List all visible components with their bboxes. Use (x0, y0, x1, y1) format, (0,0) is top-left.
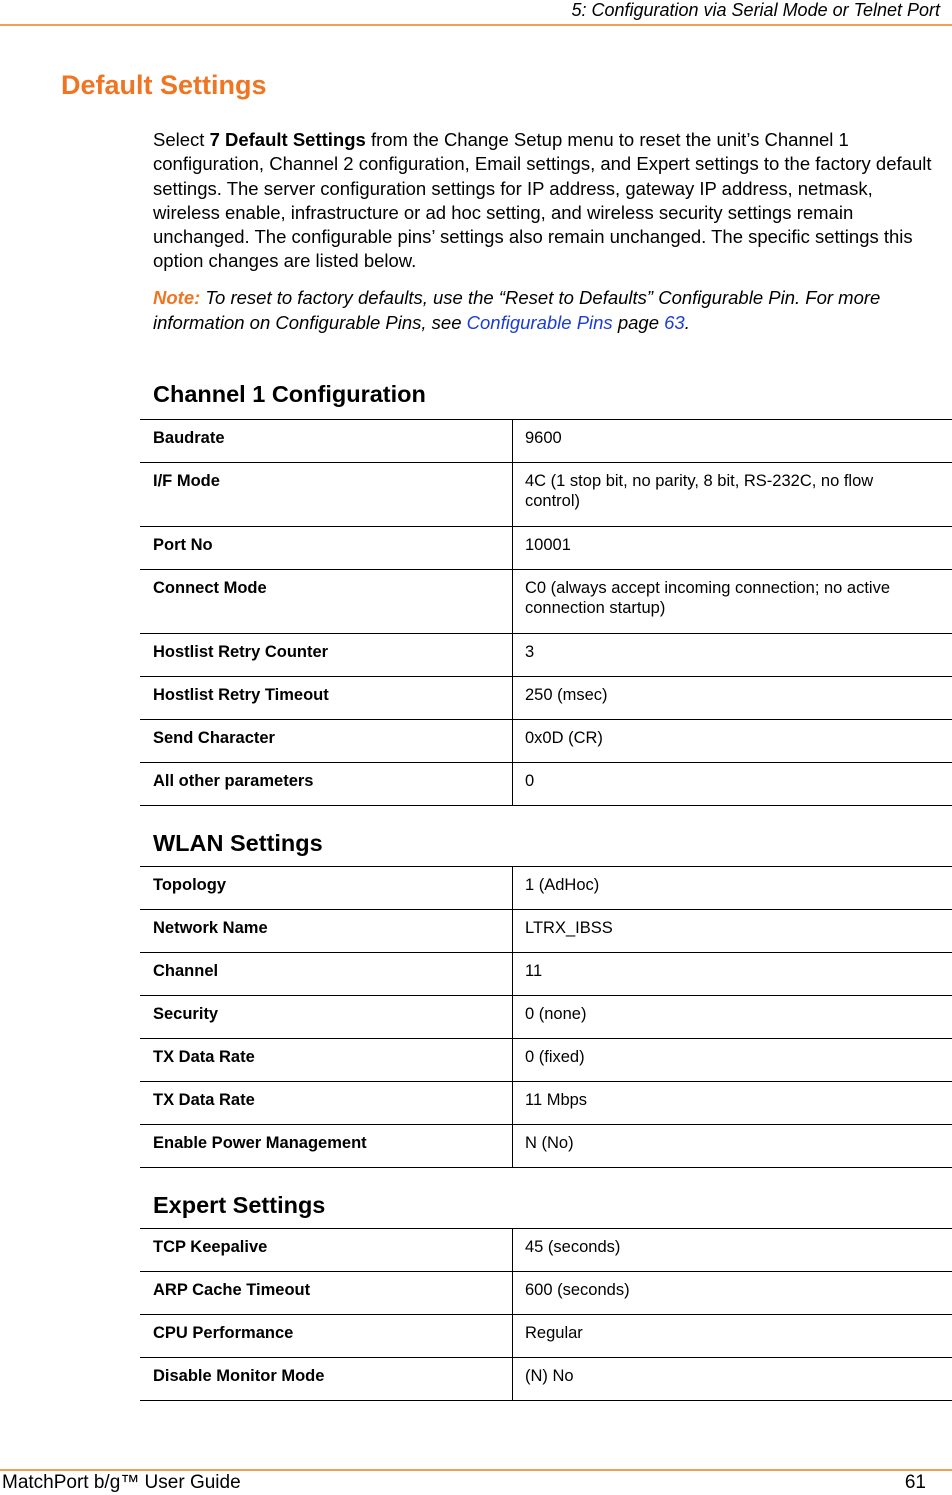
section-title: Default Settings (61, 70, 267, 100)
intro-text-pre: Select (153, 129, 210, 150)
page-63-link[interactable]: 63 (664, 311, 685, 333)
setting-label: Baudrate (140, 420, 513, 463)
table-row (140, 1315, 952, 1358)
setting-value: 45 (seconds) (513, 1229, 952, 1272)
note-label: Note: (153, 287, 201, 308)
footer-rule (0, 1469, 952, 1471)
setting-label: Network Name (140, 910, 513, 953)
setting-label: Send Character (140, 720, 513, 763)
setting-label: Connect Mode (140, 570, 513, 634)
setting-label: Disable Monitor Mode (140, 1358, 513, 1401)
setting-value: N (No) (513, 1125, 952, 1168)
setting-value: 0 (513, 763, 952, 806)
footer-guide-title: MatchPort b/g™ User Guide (2, 1472, 241, 1493)
wlan-heading: WLAN Settings (153, 830, 323, 856)
setting-label: Channel (140, 953, 513, 996)
table-row (140, 1229, 952, 1272)
setting-label: Port No (140, 527, 513, 570)
table-row (140, 1039, 952, 1082)
channel1-table (140, 419, 952, 806)
setting-label: TCP Keepalive (140, 1229, 513, 1272)
wlan-table (140, 866, 952, 1168)
table-row (140, 996, 952, 1039)
expert-heading: Expert Settings (153, 1192, 326, 1218)
setting-label: TX Data Rate (140, 1039, 513, 1082)
setting-value: 3 (513, 634, 952, 677)
expert-table (140, 1228, 952, 1401)
setting-value: 1 (AdHoc) (513, 867, 952, 910)
table-row (140, 634, 952, 677)
note-page-text: page (612, 311, 665, 333)
table-row (140, 763, 952, 806)
table-row (140, 570, 952, 634)
setting-value: Regular (513, 1315, 952, 1358)
header-rule (0, 24, 952, 26)
setting-label: Security (140, 996, 513, 1039)
setting-value: 600 (seconds) (513, 1272, 952, 1315)
footer-page-number: 61 (904, 1472, 926, 1493)
setting-label: Topology (140, 867, 513, 910)
table-row (140, 527, 952, 570)
intro-menu-option: 7 Default Settings (209, 129, 366, 150)
table-row (140, 420, 952, 463)
setting-value: C0 (always accept incoming connection; no active connection startup) (513, 570, 952, 634)
setting-label: Hostlist Retry Counter (140, 634, 513, 677)
setting-value: 0 (none) (513, 996, 952, 1039)
setting-value: 11 (513, 953, 952, 996)
table-row (140, 1125, 952, 1168)
setting-value: 4C (1 stop bit, no parity, 8 bit, RS-232C, no flow control) (513, 463, 952, 527)
setting-label: Enable Power Management (140, 1125, 513, 1168)
setting-value: LTRX_IBSS (513, 910, 952, 953)
table-row (140, 1272, 952, 1315)
note-paragraph (153, 286, 893, 335)
table-row (140, 677, 952, 720)
setting-label: ARP Cache Timeout (140, 1272, 513, 1315)
table-row (140, 1358, 952, 1401)
table-row (140, 720, 952, 763)
running-header-title: 5: Configuration via Serial Mode or Telnet Port (571, 0, 940, 20)
setting-label: CPU Performance (140, 1315, 513, 1358)
setting-value: 11 Mbps (513, 1082, 952, 1125)
setting-label: I/F Mode (140, 463, 513, 527)
table-row (140, 910, 952, 953)
setting-label: TX Data Rate (140, 1082, 513, 1125)
setting-value: 9600 (513, 420, 952, 463)
setting-value: 250 (msec) (513, 677, 952, 720)
table-row (140, 953, 952, 996)
note-text: To reset to factory defaults, use the “Reset to Defaults” Configurable Pin. For more information on Configurable Pins, see (153, 287, 881, 333)
setting-value: (N) No (513, 1358, 952, 1401)
setting-value: 10001 (513, 527, 952, 570)
setting-label: Hostlist Retry Timeout (140, 677, 513, 720)
table-row (140, 463, 952, 527)
note-end: . (684, 311, 690, 333)
intro-text-post: from the Change Setup menu to reset the unit’s Channel 1 configuration, Channel 2 configuration, Email settings, and Expert settings to the factory default settings. The server configuration settings for IP address, gateway IP address, netmask, wireless enable, infrastructure or ad hoc setting, and wireless security settings remain unchanged. The configurable pins’ settings also remain unchanged. The specific settings this option changes are listed below. (153, 129, 932, 272)
table-row (140, 867, 952, 910)
intro-paragraph (153, 128, 943, 274)
configurable-pins-link[interactable]: Configurable Pins (466, 311, 613, 333)
table-row (140, 1082, 952, 1125)
setting-value: 0x0D (CR) (513, 720, 952, 763)
channel1-heading: Channel 1 Configuration (153, 381, 426, 407)
setting-label: All other parameters (140, 763, 513, 806)
setting-value: 0 (fixed) (513, 1039, 952, 1082)
